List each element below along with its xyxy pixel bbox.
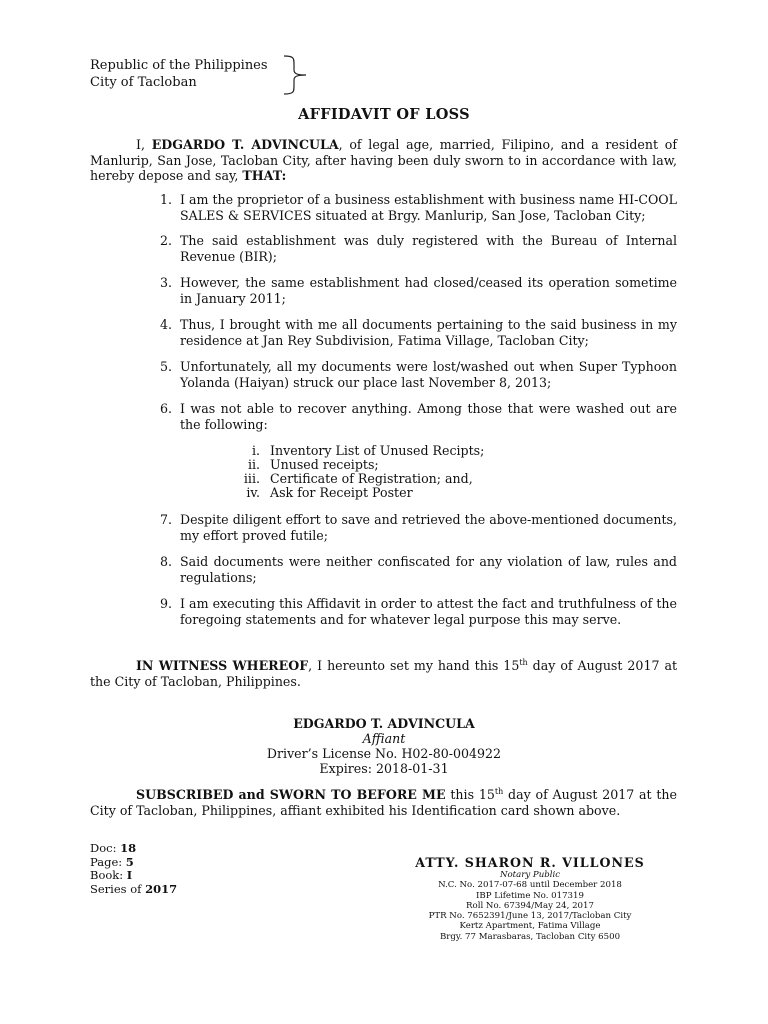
statement-number: 9.: [159, 596, 172, 611]
intro-lead: I,: [136, 137, 152, 152]
affiant-role: Affiant: [362, 731, 406, 746]
jurat-text-end: day of August 2017 at the City of Tacloban, Philippines, affiant exhibited his Identification card shown above.: [90, 787, 678, 818]
sub-list-item: [180, 486, 677, 500]
sub-item-number: iii.: [243, 471, 260, 486]
document-title: AFFIDAVIT OF LOSS: [298, 106, 470, 123]
statement-item: [90, 359, 677, 390]
intro-that: THAT:: [242, 168, 287, 183]
notary-roll: Roll No. 67394/May 24, 2017: [466, 900, 594, 911]
venue-city: City of Tacloban: [90, 75, 197, 90]
sub-item-number: i.: [251, 443, 260, 458]
statement-item: [90, 401, 677, 500]
statement-item: [90, 317, 677, 348]
sub-item-text: Unused receipts;: [270, 457, 379, 472]
sub-item-text: Certificate of Registration; and,: [270, 471, 473, 486]
sub-item-number: ii.: [247, 457, 260, 472]
notary-commission: N.C. No. 2017-07-68 until December 2018: [438, 880, 622, 891]
doc-value: 18: [120, 841, 137, 855]
statement-text: However, the same establishment had closed/ceased its operation sometime in January 2011;: [180, 275, 677, 306]
sub-item-number: iv.: [246, 485, 260, 500]
intro-body: , of legal age, married, Filipino, and a resident of Manlurip, San Jose, Tacloban City, after having been duly sworn to in accordance with law, hereby depose and say,: [90, 137, 677, 183]
witness-text: , I hereunto set my hand this 15: [308, 658, 520, 673]
jurat-paragraph: [90, 787, 677, 818]
statement-number: 7.: [159, 512, 172, 527]
venue-country: Republic of the Philippines: [90, 58, 268, 73]
statement-number: 1.: [159, 192, 172, 207]
witness-ordinal: th: [519, 657, 528, 667]
statement-item: [90, 596, 677, 627]
statement-item: [90, 192, 677, 223]
witness-text-end: day of August 2017 at the City of Tacloban, Philippines.: [90, 658, 678, 689]
statement-number: 2.: [159, 233, 172, 248]
venue-brace-icon: [282, 55, 308, 95]
notary-address-1: Kertz Apartment, Fatima Village: [459, 921, 601, 932]
page-number: [90, 856, 177, 870]
statement-item: [90, 512, 677, 543]
sub-list-item: [180, 472, 677, 486]
intro-paragraph: [90, 137, 677, 184]
page-label: Page:: [90, 854, 126, 869]
book-label: Book:: [90, 868, 127, 882]
witness-lead: IN WITNESS WHEREOF: [136, 658, 309, 673]
notary-ibp: IBP Lifetime No. 017319: [476, 890, 584, 901]
sub-list-item: [180, 458, 677, 472]
notary-address-2: Brgy. 77 Marasbaras, Tacloban City 6500: [439, 931, 621, 942]
notary-ptr: PTR No. 7652391/June 13, 2017/Tacloban City: [428, 911, 632, 922]
statement-text: I am the proprietor of a business establishment with business name HI-COOL SALES & SERVICES situated at Brgy. Manlurip, San Jose, Tacloban City;: [180, 192, 677, 223]
statement-item: [90, 554, 677, 585]
doc-label: Doc:: [90, 841, 121, 855]
notary-title: Notary Public: [499, 870, 561, 880]
statement-text: I was not able to recover anything. Among those that were washed out are the following:: [180, 401, 677, 432]
series-value: 2017: [145, 881, 178, 896]
jurat-text: this 15: [445, 787, 495, 802]
statement-text: Said documents were neither confiscated for any violation of law, rules and regulations;: [180, 554, 677, 585]
statement-number: 5.: [159, 359, 172, 374]
affiant-license-expiry: Expires: 2018-01-31: [319, 761, 449, 776]
series-label: Series of: [90, 881, 146, 896]
statement-list: [90, 192, 677, 627]
statement-text: Unfortunately, all my documents were lost/washed out when Super Typhoon Yolanda (Haiyan) struck our place last November 8, 2013;: [180, 359, 677, 390]
jurat-ordinal: th: [494, 786, 504, 796]
statement-text: The said establishment was duly registered with the Bureau of Internal Revenue (BIR);: [180, 233, 677, 264]
sub-list-item: [180, 444, 677, 458]
statement-text: Despite diligent effort to save and retrieved the above-mentioned documents, my effort proved futile;: [180, 512, 677, 543]
statement-number: 4.: [159, 317, 172, 332]
sub-item-text: Ask for Receipt Poster: [270, 485, 413, 500]
jurat-lead: SUBSCRIBED and SWORN TO BEFORE ME: [136, 787, 446, 802]
statement-number: 8.: [159, 554, 172, 569]
statement-item: [90, 275, 677, 306]
affiant-name: EDGARDO T. ADVINCULA: [293, 716, 475, 731]
book-value: I: [126, 868, 133, 882]
sub-item-text: Inventory List of Unused Recipts;: [270, 443, 485, 458]
notary-details: [380, 870, 680, 942]
statement-number: 3.: [159, 275, 172, 290]
document-registry-info: [90, 842, 177, 896]
notary-name: ATTY. SHARON R. VILLONES: [415, 855, 645, 870]
page-value: 5: [125, 854, 134, 869]
book-number: [90, 869, 177, 883]
statement-item: [90, 233, 677, 264]
washed-out-items-list: [180, 444, 677, 500]
doc-number: [90, 842, 177, 856]
witness-paragraph: [90, 658, 677, 689]
statement-text: I am executing this Affidavit in order to attest the fact and truthfulness of the foregoing statements and for whatever legal purpose this may serve.: [180, 596, 677, 627]
affiant-name-inline: EDGARDO T. ADVINCULA: [151, 137, 339, 152]
series-year: [90, 883, 177, 897]
statement-number: 6.: [159, 401, 172, 416]
venue-header: [90, 57, 268, 91]
affiant-license: Driver’s License No. H02-80-004922: [266, 746, 502, 761]
statement-text: Thus, I brought with me all documents pertaining to the said business in my residence at Jan Rey Subdivision, Fatima Village, Tacloban City;: [180, 317, 677, 348]
